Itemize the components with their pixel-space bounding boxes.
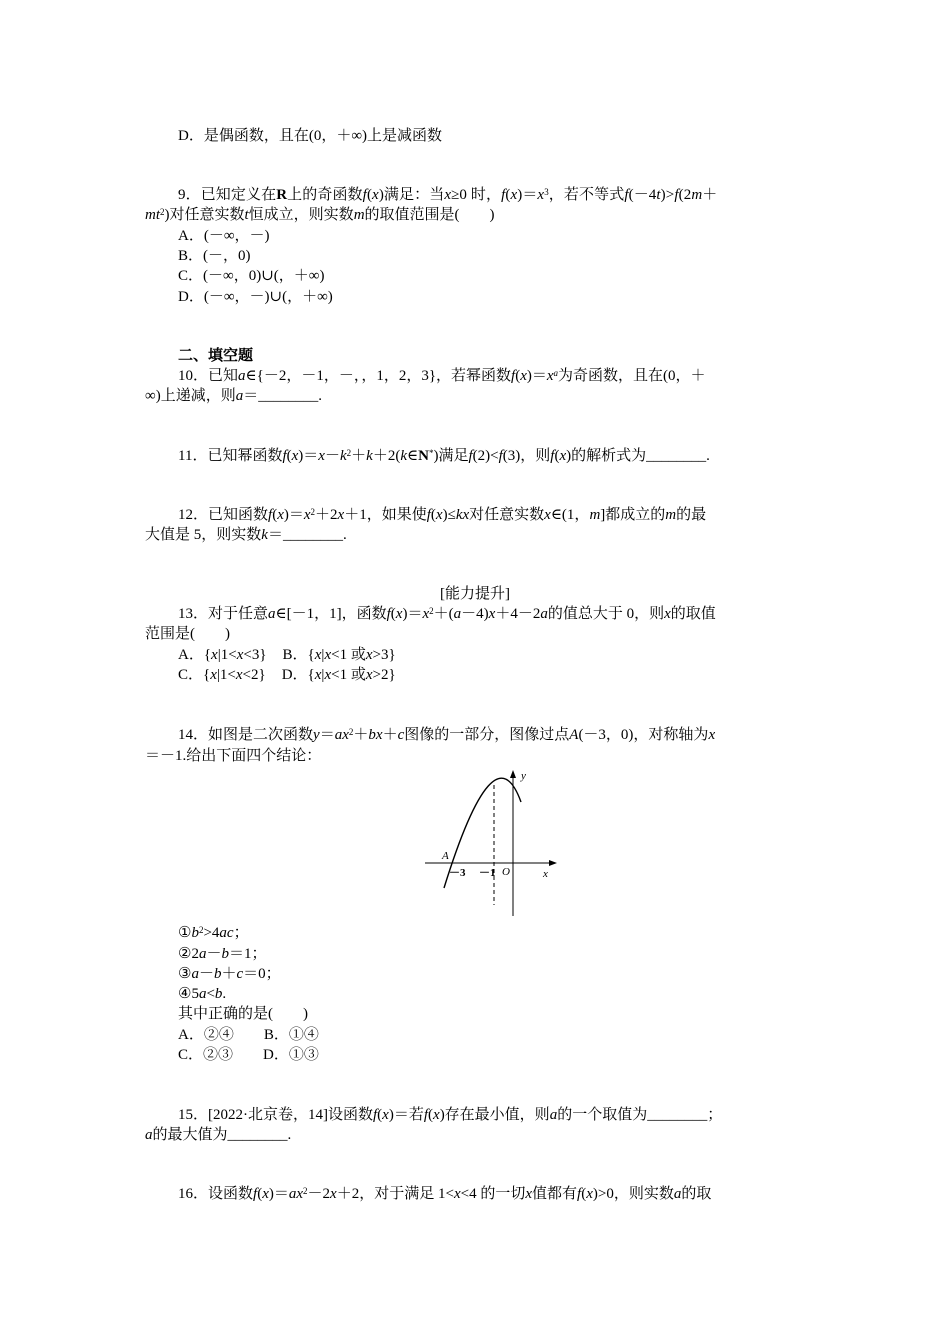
y-axis-arrow bbox=[510, 770, 516, 778]
q14-conclusion-4: ④5a<b. bbox=[178, 986, 227, 1002]
q9-option-b: B．(－，0) bbox=[178, 248, 251, 264]
q13-options-cd bbox=[178, 665, 396, 685]
x-axis-label: x bbox=[543, 868, 548, 880]
q14-option-b: B．①④ bbox=[263, 1027, 319, 1043]
q14-option-a: A．②④ bbox=[178, 1027, 234, 1043]
q16-stem: 16．设函数$f(x)=ax^2-2x+2$，对于满足 1<x<4 的一切x值都有f(x)>0，则实数a的取 bbox=[178, 1186, 712, 1202]
q12-stem-line2: 大值是 5，则实数k＝________. bbox=[145, 527, 347, 543]
q11-stem: 11．已知幂函数$f(x)=x-k^2+k+2(k\in N^*)$满足f(2)<f(3)，则f(x)的解析式为________. bbox=[178, 448, 710, 464]
y-axis-label: y bbox=[521, 770, 526, 782]
q8-option-d: D．是偶函数，且在(0，＋∞)上是减函数 bbox=[178, 128, 443, 144]
q13-options-ab bbox=[178, 645, 396, 665]
section-heading-fill: 二、填空题 bbox=[178, 348, 254, 364]
section-heading-ability: [能力提升] bbox=[440, 586, 510, 602]
q14-conclusion-2: ②2a－b＝1； bbox=[178, 946, 267, 962]
q14-stem-line2: ＝－1.给出下面四个结论： bbox=[145, 748, 322, 764]
q9-option-a: A．(－∞，－) bbox=[178, 228, 270, 244]
q9-option-c: C．(－∞，0)∪(，＋∞) bbox=[178, 268, 325, 284]
q13-stem-line2: 范围是( ) bbox=[145, 626, 230, 642]
q12-stem-line1: 12．已知函数$f(x)=x^2+2x+1$，如果使f(x)≤kx对任意实数x∈(1，m]都成立的m的最 bbox=[178, 507, 707, 523]
parabola-graph bbox=[425, 767, 560, 919]
q14-option-d: D．①③ bbox=[263, 1047, 319, 1063]
q10-stem-line2: ∞)上递减，则a＝________. bbox=[145, 388, 322, 404]
q15-stem-line2: a的最大值为________. bbox=[145, 1127, 292, 1143]
q14-option-c: C．②③ bbox=[178, 1047, 234, 1063]
q14-conclusion-1: $①b^2>4ac$； bbox=[178, 925, 249, 941]
q14-options-ab bbox=[178, 1025, 319, 1045]
q14-stem-line1: 14．如图是二次函数$y=ax^2+bx+c$图像的一部分，图像过点A(－3，0)，对称轴为x bbox=[178, 727, 716, 743]
point-a-label: A bbox=[442, 850, 449, 862]
q13-option-a: A．{x|1<x<3} bbox=[178, 647, 267, 663]
origin-label: O bbox=[502, 866, 510, 878]
tick-label-neg3: －3 bbox=[449, 867, 466, 879]
x-axis-arrow bbox=[549, 860, 557, 866]
q13-option-d: D．{x|x<1 或x>2} bbox=[281, 667, 396, 683]
q14-conclusion-3: ③a－b＋c＝0； bbox=[178, 966, 281, 982]
q13-stem-line1: 13．对于任意a∈[－1，1]，函数$f(x)=x^2+(a-4)x+4-2a$的值总大于 0，则x的取值 bbox=[178, 606, 716, 622]
q14-options-cd bbox=[178, 1045, 319, 1065]
q9-stem-line2: $mt^2$)对任意实数t恒成立，则实数m的取值范围是( ) bbox=[145, 207, 495, 223]
q13-option-b: B．{x|x<1 或x>3} bbox=[282, 647, 396, 663]
q13-option-c: C．{x|1<x<2} bbox=[178, 667, 266, 683]
q15-stem-line1: 15．[2022·北京卷，14]设函数f(x)＝若f(x)存在最小值，则a的一个取值为________； bbox=[178, 1107, 723, 1123]
q14-which-correct: 其中正确的是( ) bbox=[178, 1006, 308, 1022]
q9-option-d: D．(－∞，－)∪(，＋∞) bbox=[178, 289, 333, 305]
tick-label-neg1: －1 bbox=[479, 867, 496, 879]
q9-stem-line1: 9．已知定义在R上的奇函数f(x)满足：当x≥0 时，$f(x)=x^3$，若不等式f(－4t)>f(2m＋ bbox=[178, 187, 718, 203]
q10-stem-line1: 10．已知a∈{－2，－1，－，，1，2，3}，若幂函数$f(x)=x^a$为奇函数，且在(0，＋ bbox=[178, 368, 706, 384]
